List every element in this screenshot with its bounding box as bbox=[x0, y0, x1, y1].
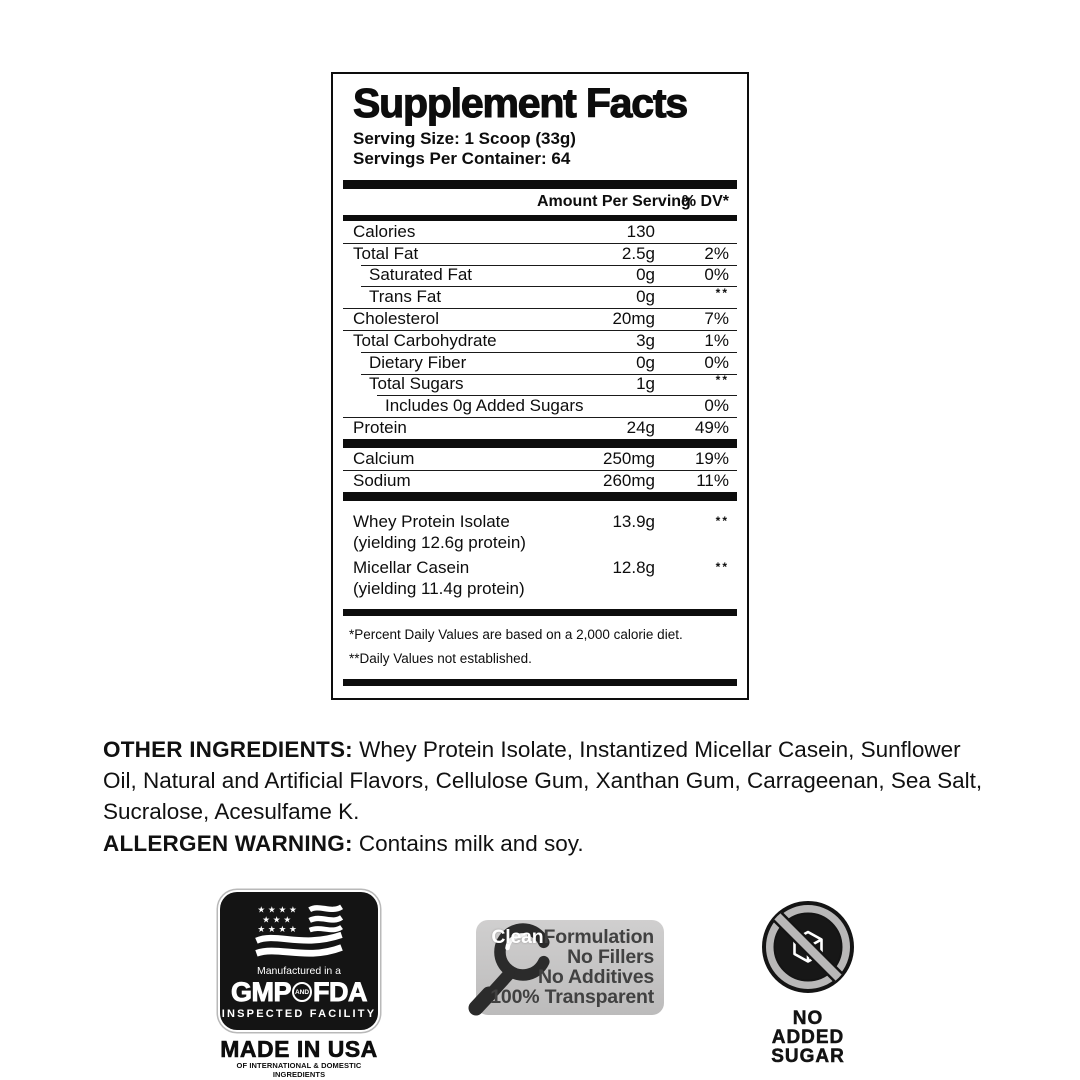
row-amount: 24g bbox=[626, 418, 655, 438]
clean-formulation-line bbox=[490, 927, 654, 947]
table-row-casein-yield bbox=[343, 578, 737, 600]
row-label: Cholesterol bbox=[353, 309, 439, 329]
table-row-sodium bbox=[343, 470, 737, 492]
row-dv: ** bbox=[715, 559, 729, 574]
and-circle: AND bbox=[292, 982, 312, 1002]
table-row-added-sugars bbox=[343, 395, 737, 417]
row-dv: 49% bbox=[694, 418, 729, 438]
row-amount: 13.9g bbox=[612, 511, 655, 531]
allergen-warning-text: Contains milk and soy. bbox=[358, 831, 584, 856]
divider-bar bbox=[343, 180, 737, 189]
row-amount: 0g bbox=[636, 287, 655, 307]
row-label: Includes 0g Added Sugars bbox=[385, 396, 584, 416]
row-amount: 0g bbox=[636, 352, 655, 372]
no-added-sugar-text bbox=[759, 1009, 857, 1066]
row-label: Total Sugars bbox=[369, 374, 464, 394]
other-ingredients-text: Whey Protein Isolate, Instantized Micellar Casein, Sunflower Oil, Natural and Artificial Flavors, Cellulose Gum, Xanthan Gum, Carrageenan, Sea Salt, Sucralose, Acesulfame K. bbox=[103, 737, 983, 824]
divider-bar bbox=[343, 439, 737, 448]
row-dv: 1% bbox=[704, 330, 729, 350]
row-label: Total Fat bbox=[353, 243, 419, 263]
transparent-text: 100% Transparent bbox=[490, 986, 654, 1008]
made-in-usa-subtext: OF INTERNATIONAL & DOMESTIC INGREDIENTS bbox=[236, 1061, 362, 1079]
fda-text: FDA bbox=[313, 977, 367, 1007]
row-sublabel: (yielding 12.6g protein) bbox=[353, 532, 526, 552]
no-additives-text: No Additives bbox=[537, 966, 654, 988]
table-row-saturated-fat bbox=[343, 265, 737, 287]
row-dv: ** bbox=[715, 373, 729, 388]
row-label: Micellar Casein bbox=[353, 557, 470, 577]
gmp-text: GMP bbox=[230, 977, 291, 1007]
usa-flag-icon bbox=[254, 902, 344, 962]
sugar-line: SUGAR bbox=[771, 1046, 845, 1067]
table-row-whey-protein-isolate bbox=[343, 508, 737, 532]
row-amount: 260mg bbox=[603, 470, 655, 490]
row-label: Dietary Fiber bbox=[369, 352, 467, 372]
row-dv: ** bbox=[715, 513, 729, 528]
row-dv: 0% bbox=[704, 396, 729, 416]
divider-bar bbox=[343, 609, 737, 616]
row-amount: 12.8g bbox=[612, 557, 655, 577]
row-dv: 11% bbox=[696, 470, 729, 490]
row-label: Protein bbox=[353, 418, 407, 438]
other-ingredients-label: OTHER INGREDIENTS: bbox=[103, 737, 353, 762]
inspected-facility-text: INSPECTED FACILITY bbox=[221, 1008, 377, 1020]
gmp-fda-seal bbox=[220, 892, 378, 1030]
table-row-total-fat bbox=[343, 243, 737, 265]
row-dv: 0% bbox=[704, 265, 729, 285]
row-label: Total Carbohydrate bbox=[353, 330, 497, 350]
supplement-facts-panel bbox=[331, 72, 749, 700]
row-amount: 20mg bbox=[612, 309, 655, 329]
other-ingredients bbox=[103, 734, 996, 827]
divider-bar bbox=[343, 679, 737, 686]
row-label: Calcium bbox=[353, 448, 415, 468]
table-row-trans-fat bbox=[343, 286, 737, 308]
row-sublabel: (yielding 11.4g protein) bbox=[353, 578, 525, 598]
row-label: Whey Protein Isolate bbox=[353, 511, 510, 531]
no-added-line: NO ADDED bbox=[771, 1008, 845, 1048]
gmp-fda-badge bbox=[218, 892, 380, 1079]
row-dv: 19% bbox=[694, 448, 729, 468]
table-row-total-sugars bbox=[343, 374, 737, 396]
svg-text:★ ★ ★ ★: ★ ★ ★ ★ bbox=[257, 925, 297, 935]
made-in-usa-text: MADE IN USA bbox=[220, 1036, 378, 1062]
footnote-not-established: **Daily Values not established. bbox=[349, 650, 532, 666]
table-row-whey-yield bbox=[343, 532, 737, 554]
table-row-total-carbohydrate bbox=[343, 330, 737, 352]
row-amount: 0g bbox=[636, 265, 655, 285]
gmp-fda-row bbox=[231, 978, 367, 1006]
row-dv: ** bbox=[715, 286, 729, 301]
no-added-sugar-badge bbox=[759, 899, 857, 1066]
row-dv: 2% bbox=[704, 243, 729, 263]
table-row-calcium bbox=[343, 448, 737, 470]
row-amount: 3g bbox=[636, 330, 655, 350]
dv-column-header: % DV* bbox=[681, 193, 729, 210]
table-row-cholesterol bbox=[343, 308, 737, 330]
table-row-micellar-casein bbox=[343, 554, 737, 578]
svg-text:★ ★ ★ ★: ★ ★ ★ ★ bbox=[257, 905, 297, 916]
clean-formulation-text bbox=[490, 927, 654, 1007]
footnote-daily-values: *Percent Daily Values are based on a 2,000 calorie diet. bbox=[349, 626, 683, 642]
divider-bar bbox=[343, 492, 737, 501]
row-amount: 250mg bbox=[603, 448, 655, 468]
gmp-line1: Manufactured in a bbox=[256, 965, 342, 977]
row-label: Sodium bbox=[353, 470, 411, 490]
compound-section bbox=[343, 508, 737, 600]
row-amount: 2.5g bbox=[621, 243, 655, 263]
row-label: Trans Fat bbox=[369, 287, 442, 307]
svg-text:★ ★ ★: ★ ★ ★ bbox=[262, 915, 292, 926]
row-amount: 1g bbox=[636, 374, 655, 394]
row-label: Saturated Fat bbox=[369, 265, 473, 285]
table-row-calories bbox=[343, 221, 737, 243]
clean-formulation-badge bbox=[476, 920, 664, 1015]
allergen-warning bbox=[103, 828, 996, 859]
clean-word: Clean bbox=[491, 926, 544, 948]
sugar-cube-slash-icon bbox=[760, 899, 856, 995]
panel-title: Supplement Facts bbox=[353, 80, 687, 126]
no-fillers-text: No Fillers bbox=[567, 946, 654, 968]
row-dv: 0% bbox=[704, 352, 729, 372]
row-amount: 130 bbox=[626, 221, 655, 241]
amount-column-header: Amount Per Serving bbox=[537, 193, 691, 210]
serving-size: Serving Size: 1 Scoop (33g) bbox=[353, 129, 576, 148]
row-label: Calories bbox=[353, 221, 416, 241]
table-row-protein bbox=[343, 417, 737, 439]
row-dv: 7% bbox=[704, 309, 729, 329]
column-header-row bbox=[343, 189, 737, 215]
servings-per-container: Servings Per Container: 64 bbox=[353, 149, 571, 168]
formulation-word: Formulation bbox=[543, 926, 654, 948]
table-row-dietary-fiber bbox=[343, 352, 737, 374]
allergen-warning-label: ALLERGEN WARNING: bbox=[103, 831, 353, 856]
